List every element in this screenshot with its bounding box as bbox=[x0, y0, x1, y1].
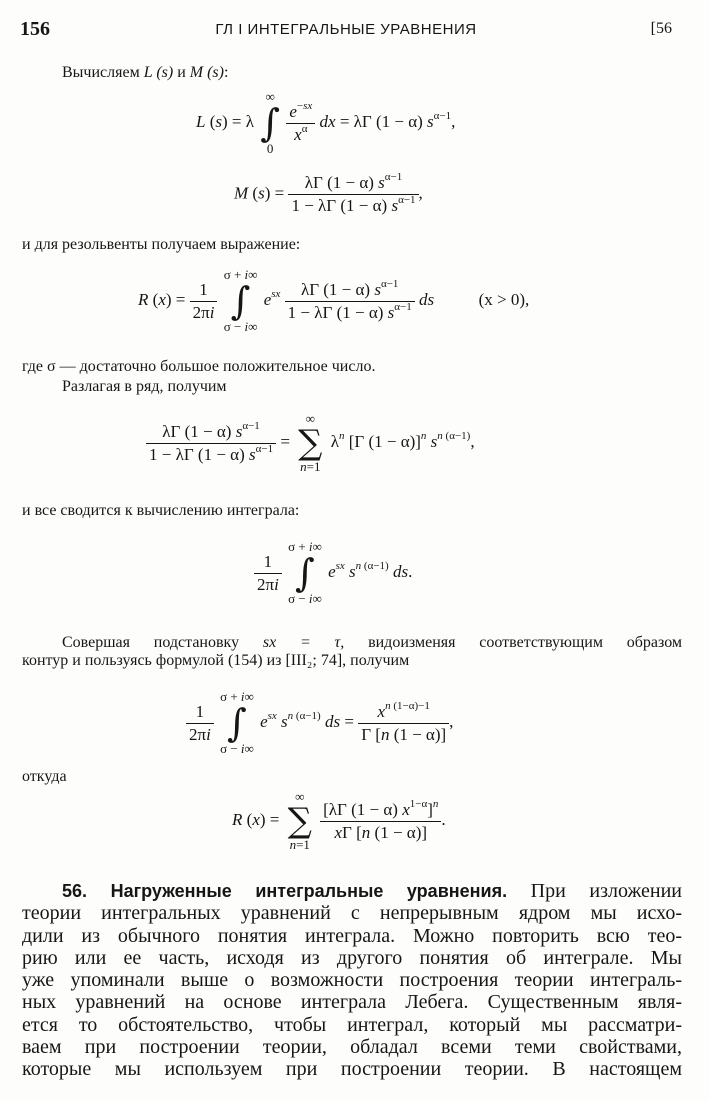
text-line-resolvent: и для резольвенты получаем выражение: bbox=[22, 236, 301, 253]
text-line-substitution: Совершая подстановку sx = τ, видоизменяя соответствующим образом bbox=[62, 634, 683, 651]
running-header bbox=[20, 16, 672, 44]
para-line: которые мы используем при построении теории. В настоящем bbox=[22, 1058, 682, 1081]
text-line-compute: Вычисляем L (s) и M (s): bbox=[62, 64, 229, 81]
section-heading: 56. Нагруженные интегральные уравнения. bbox=[62, 881, 508, 901]
text-line-contour: контур и пользуясь формулой (154) из [III₂; 74], получим bbox=[22, 652, 410, 669]
equation-R-series: R (x) = ∞ ∑ n=1 $\frac{[\lambda\Gamma (1 - \alpha) x^{1-\alpha}]^n}{x\Gamma [n (1 - \alpha)]}$ . bbox=[232, 789, 446, 852]
text-line-expand: Разлагая в ряд, получим bbox=[62, 378, 227, 395]
section-56-paragraph bbox=[22, 880, 682, 1081]
equation-R-integral: R (x) = $\frac{1}{2\pi i}$ σ + i∞ ∫ σ − i∞ $e^{sx}$ $\frac{\lambda\Gamma (1 - \alpha) s^{\alpha-1}}{1 - \lambda\Gamma (1 - \alpha) s^{\alpha-1}}$ ds (x > 0), bbox=[138, 267, 530, 334]
para-line: теории интегральных уравнений с непрерывным ядром мы исхо- bbox=[22, 902, 682, 925]
para-line: уже упоминали выше о возможности построения теории интеграль- bbox=[22, 969, 682, 992]
formula-label-L: L (s) bbox=[143, 64, 174, 81]
para-line: ваем при построении теории, обладал всеми теми свойствами, bbox=[22, 1036, 682, 1059]
para-line: ется то обстоятельство, чтобы интеграл, который мы рассматри- bbox=[22, 1013, 682, 1036]
text-line-sigma: где σ — достаточно большое положительное число. bbox=[22, 358, 376, 375]
para-line: дили из обычного понятия интеграла. Можно повторить всю тео- bbox=[22, 924, 682, 947]
section-reference: [56 bbox=[650, 20, 672, 37]
equation-integral-result: $\frac{1}{2\pi i}$ σ + i∞ ∫ σ − i∞ $e^{sx}$ $s^{n (\alpha-1)}$ ds = $\frac{x^{n (1-\alpha)-1}}{\Gamma [n (1 - \alpha)]}$ , bbox=[186, 690, 453, 756]
equation-integral: $\frac{1}{2\pi i}$ σ + i∞ ∫ σ − i∞ $e^{sx}$ $s^{n (\alpha-1)}$ ds. bbox=[254, 540, 412, 606]
substitution: sx = τ, bbox=[262, 634, 345, 651]
text-line-whence: откуда bbox=[22, 768, 67, 785]
condition: (x > 0), bbox=[478, 289, 530, 309]
equation-series: $\frac{\lambda\Gamma (1 - \alpha) s^{\alpha-1}}{1 - \lambda\Gamma (1 - \alpha) s^{\alpha-1}}$ = ∞ ∑ n=1 $\lambda^n$ [Γ (1 − α)]$^n$ $s^{n (\alpha-1)}$, bbox=[146, 412, 475, 474]
equation-M: M (s) = $\frac{\lambda\Gamma (1 - \alpha) s^{\alpha-1}}{1 - \lambda\Gamma (1 - \alpha) s^{\alpha-1}}$ , bbox=[234, 171, 423, 215]
equation-L: L (s) = λ ∞ ∫ 0 $\frac{e^{-sx}}{x^\alpha}$ dx = λΓ (1 − α) $s^{\alpha-1}$, bbox=[196, 89, 456, 156]
para-line: рию или ее часть, исходя из другого понятия об интеграле. Мы bbox=[22, 946, 682, 969]
text-line-reduces: и все сводится к вычислению интеграла: bbox=[22, 502, 300, 519]
para-line: ных уравнений на основе интеграла Лебега. Существенным явля- bbox=[22, 991, 682, 1014]
chapter-title: ГЛ I ИНТЕГРАЛЬНЫЕ УРАВНЕНИЯ bbox=[215, 21, 477, 38]
para-line: 56. Нагруженные интегральные уравнения. При изложении bbox=[62, 880, 683, 902]
formula-label-M: M (s) bbox=[189, 64, 224, 81]
page-number: 156 bbox=[20, 18, 50, 40]
